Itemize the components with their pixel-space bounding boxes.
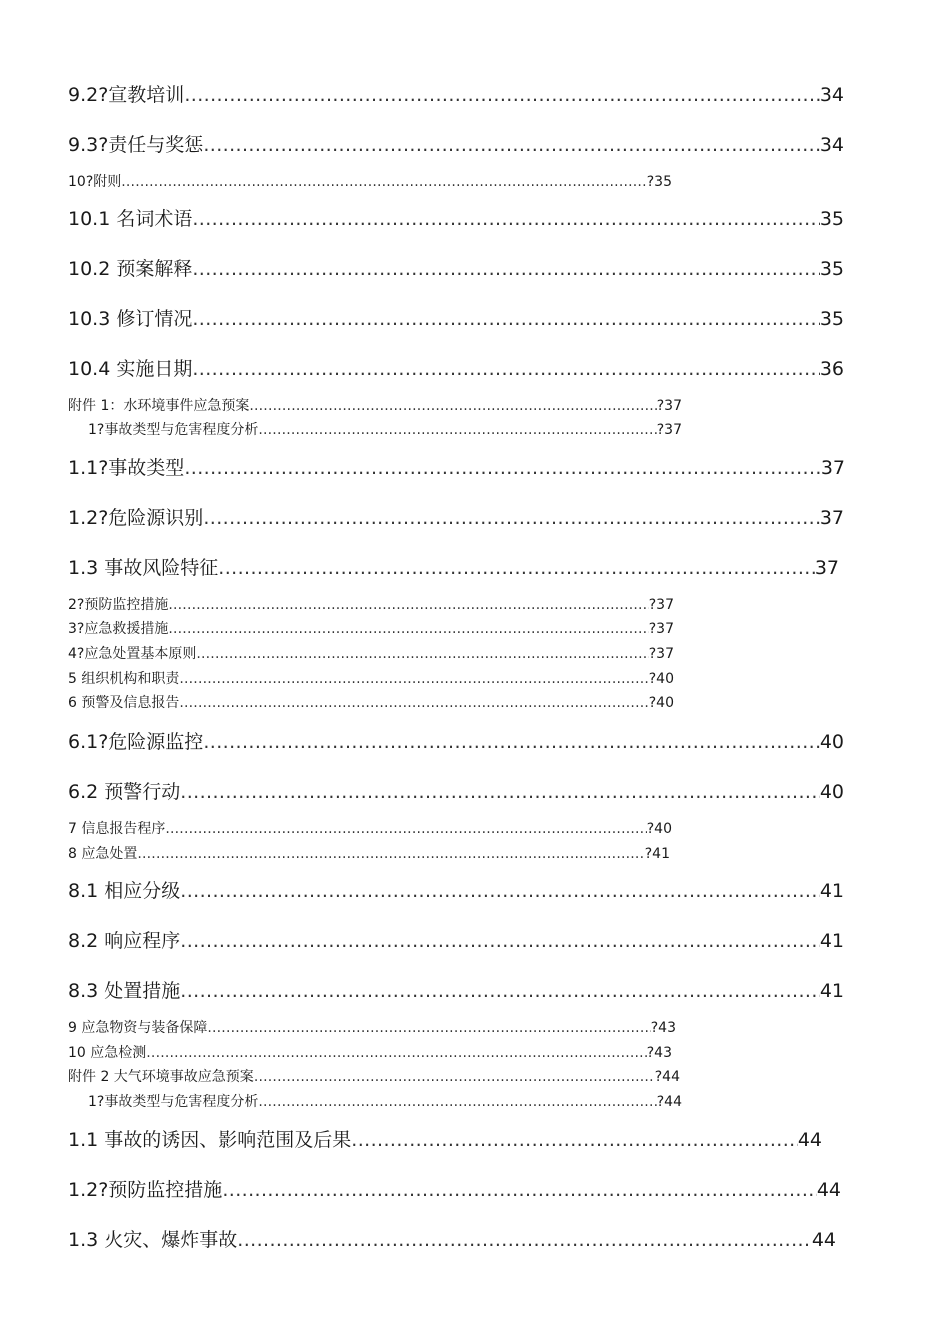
toc-leader-dots — [192, 255, 819, 283]
toc-entry[interactable] — [68, 618, 674, 640]
toc-entry-page: 35 — [819, 208, 844, 230]
toc-entry[interactable] — [68, 81, 844, 109]
toc-entry-title: 8 应急处置 — [68, 846, 138, 862]
toc-entry-page: ?35 — [646, 174, 672, 190]
toc-entry-page: 44 — [816, 1179, 841, 1201]
toc-leader-dots — [351, 1126, 798, 1154]
toc-entry[interactable] — [68, 818, 672, 840]
toc-entry-title: 1.3 事故风险特征 — [68, 557, 219, 579]
toc-entry-title: 附件 2 大气环境事故应急预案 — [68, 1069, 254, 1085]
toc-entry-page: 41 — [819, 930, 844, 952]
toc-entry[interactable] — [88, 1091, 682, 1113]
toc-entry-title: 1.2?预防监控措施 — [68, 1179, 223, 1201]
toc-entry[interactable] — [68, 927, 844, 955]
toc-entry-page: 34 — [819, 84, 844, 106]
toc-entry-page: 40 — [819, 731, 844, 753]
toc-entry-title: 1?事故类型与危害程度分析 — [88, 1094, 259, 1110]
toc-entry-page: ?43 — [646, 1045, 672, 1061]
toc-entry-title: 6 预警及信息报告 — [68, 695, 180, 711]
toc-entry-title: 4?应急处置基本原则 — [68, 646, 197, 662]
toc-leader-dots — [192, 355, 819, 383]
toc-entry[interactable] — [68, 554, 839, 582]
toc-leader-dots — [254, 1066, 655, 1088]
toc-entry-page: 37 — [820, 457, 845, 479]
toc-entry[interactable] — [68, 1066, 680, 1088]
toc-entry-title: 1.1 事故的诱因、影响范围及后果 — [68, 1129, 352, 1151]
toc-leader-dots — [168, 618, 648, 640]
toc-entry[interactable] — [68, 1226, 836, 1254]
toc-entry-page: ?40 — [648, 671, 674, 687]
toc-entry-page: 35 — [819, 258, 844, 280]
toc-leader-dots — [192, 205, 819, 233]
toc-leader-dots — [207, 1017, 650, 1039]
toc-leader-dots — [192, 305, 819, 333]
toc-entry-page: ?37 — [648, 646, 674, 662]
toc-leader-dots — [180, 877, 820, 905]
toc-entry-page: ?44 — [656, 1094, 682, 1110]
toc-leader-dots — [222, 1176, 817, 1204]
toc-leader-dots — [203, 728, 820, 756]
toc-entry[interactable] — [68, 1017, 676, 1039]
toc-leader-dots — [184, 81, 820, 109]
toc-entry[interactable] — [68, 643, 674, 665]
toc-entry-title: 10 应急检测 — [68, 1045, 147, 1061]
toc-entry-title: 9 应急物资与装备保障 — [68, 1020, 208, 1036]
toc-entry[interactable] — [88, 419, 682, 441]
toc-entry-title: 3?应急救援措施 — [68, 621, 169, 637]
toc-entry-title: 6.2 预警行动 — [68, 781, 181, 803]
toc-entry-title: 6.1?危险源监控 — [68, 731, 204, 753]
toc-entry-title: 1.1?事故类型 — [68, 457, 185, 479]
toc-entry[interactable] — [68, 1176, 841, 1204]
toc-entry-title: 7 信息报告程序 — [68, 821, 166, 837]
toc-entry-title: 附件 1：水环境事件应急预案 — [68, 398, 250, 414]
toc-leader-dots — [179, 668, 648, 690]
toc-entry-title: 8.3 处置措施 — [68, 980, 181, 1002]
toc-entry[interactable] — [68, 255, 844, 283]
toc-leader-dots — [168, 594, 648, 616]
toc-entry-page: ?44 — [654, 1069, 680, 1085]
toc-leader-dots — [179, 692, 648, 714]
toc-leader-dots — [258, 419, 656, 441]
toc-entry[interactable] — [68, 1126, 822, 1154]
toc-leader-dots — [137, 843, 644, 865]
toc-entry-page: ?37 — [648, 621, 674, 637]
toc-entry[interactable] — [68, 877, 844, 905]
toc-entry-page: ?41 — [644, 846, 670, 862]
toc-entry-page: 40 — [819, 781, 844, 803]
toc-entry[interactable] — [68, 171, 672, 193]
toc-entry-title: 1.3 火灾、爆炸事故 — [68, 1229, 238, 1251]
toc-entry-page: 44 — [811, 1229, 836, 1251]
toc-entry-title: 8.2 响应程序 — [68, 930, 181, 952]
toc-entry[interactable] — [68, 355, 844, 383]
toc-leader-dots — [165, 818, 646, 840]
toc-entry-title: 10?附则 — [68, 174, 122, 190]
toc-entry-page: ?37 — [648, 597, 674, 613]
toc-entry[interactable] — [68, 668, 674, 690]
toc-leader-dots — [258, 1091, 656, 1113]
toc-entry[interactable] — [68, 1042, 672, 1064]
toc-entry[interactable] — [68, 305, 844, 333]
toc-entry-page: 34 — [819, 134, 844, 156]
toc-leader-dots — [203, 131, 820, 159]
toc-entry-title: 8.1 相应分级 — [68, 880, 181, 902]
toc-leader-dots — [121, 171, 647, 193]
toc-entry-page: ?37 — [656, 422, 682, 438]
toc-entry-page: 44 — [797, 1129, 822, 1151]
toc-entry-title: 10.4 实施日期 — [68, 358, 193, 380]
toc-entry-page: ?40 — [646, 821, 672, 837]
toc-entry-page: 35 — [819, 308, 844, 330]
toc-entry-title: 9.3?责任与奖惩 — [68, 134, 204, 156]
toc-entry[interactable] — [68, 977, 844, 1005]
toc-entry[interactable] — [68, 454, 845, 482]
toc-leader-dots — [180, 977, 820, 1005]
toc-leader-dots — [203, 504, 820, 532]
toc-entry-title: 10.3 修订情况 — [68, 308, 193, 330]
toc-entry[interactable] — [68, 778, 844, 806]
toc-entry-page: 37 — [814, 557, 839, 579]
toc-entry[interactable] — [68, 131, 844, 159]
toc-entry[interactable] — [68, 205, 844, 233]
toc-entry[interactable] — [68, 594, 674, 616]
toc-entry-title: 1?事故类型与危害程度分析 — [88, 422, 259, 438]
toc-leader-dots — [196, 643, 648, 665]
toc-entry-page: 37 — [819, 507, 844, 529]
toc-leader-dots — [184, 454, 821, 482]
toc-entry-page: ?37 — [656, 398, 682, 414]
toc-leader-dots — [249, 395, 656, 417]
toc-entry-page: 41 — [819, 980, 844, 1002]
toc-entry-page: ?40 — [648, 695, 674, 711]
toc-entry-title: 9.2?宣教培训 — [68, 84, 185, 106]
toc-leader-dots — [180, 778, 820, 806]
toc-entry-page: ?43 — [650, 1020, 676, 1036]
toc-entry-title: 10.2 预案解释 — [68, 258, 193, 280]
toc-entry-title: 5 组织机构和职责 — [68, 671, 180, 687]
toc-entry[interactable] — [68, 504, 844, 532]
toc-leader-dots — [146, 1042, 646, 1064]
toc-entry[interactable] — [68, 692, 674, 714]
toc-entry-page: 36 — [819, 358, 844, 380]
toc-entry[interactable] — [68, 728, 844, 756]
toc-leader-dots — [180, 927, 820, 955]
toc-entry-title: 10.1 名词术语 — [68, 208, 193, 230]
toc-entry[interactable] — [68, 395, 682, 417]
toc-entry-title: 1.2?危险源识别 — [68, 507, 204, 529]
toc-entry-title: 2?预防监控措施 — [68, 597, 169, 613]
toc-entry[interactable] — [68, 843, 670, 865]
toc-entry-page: 41 — [819, 880, 844, 902]
toc-leader-dots — [237, 1226, 812, 1254]
toc-leader-dots — [218, 554, 815, 582]
